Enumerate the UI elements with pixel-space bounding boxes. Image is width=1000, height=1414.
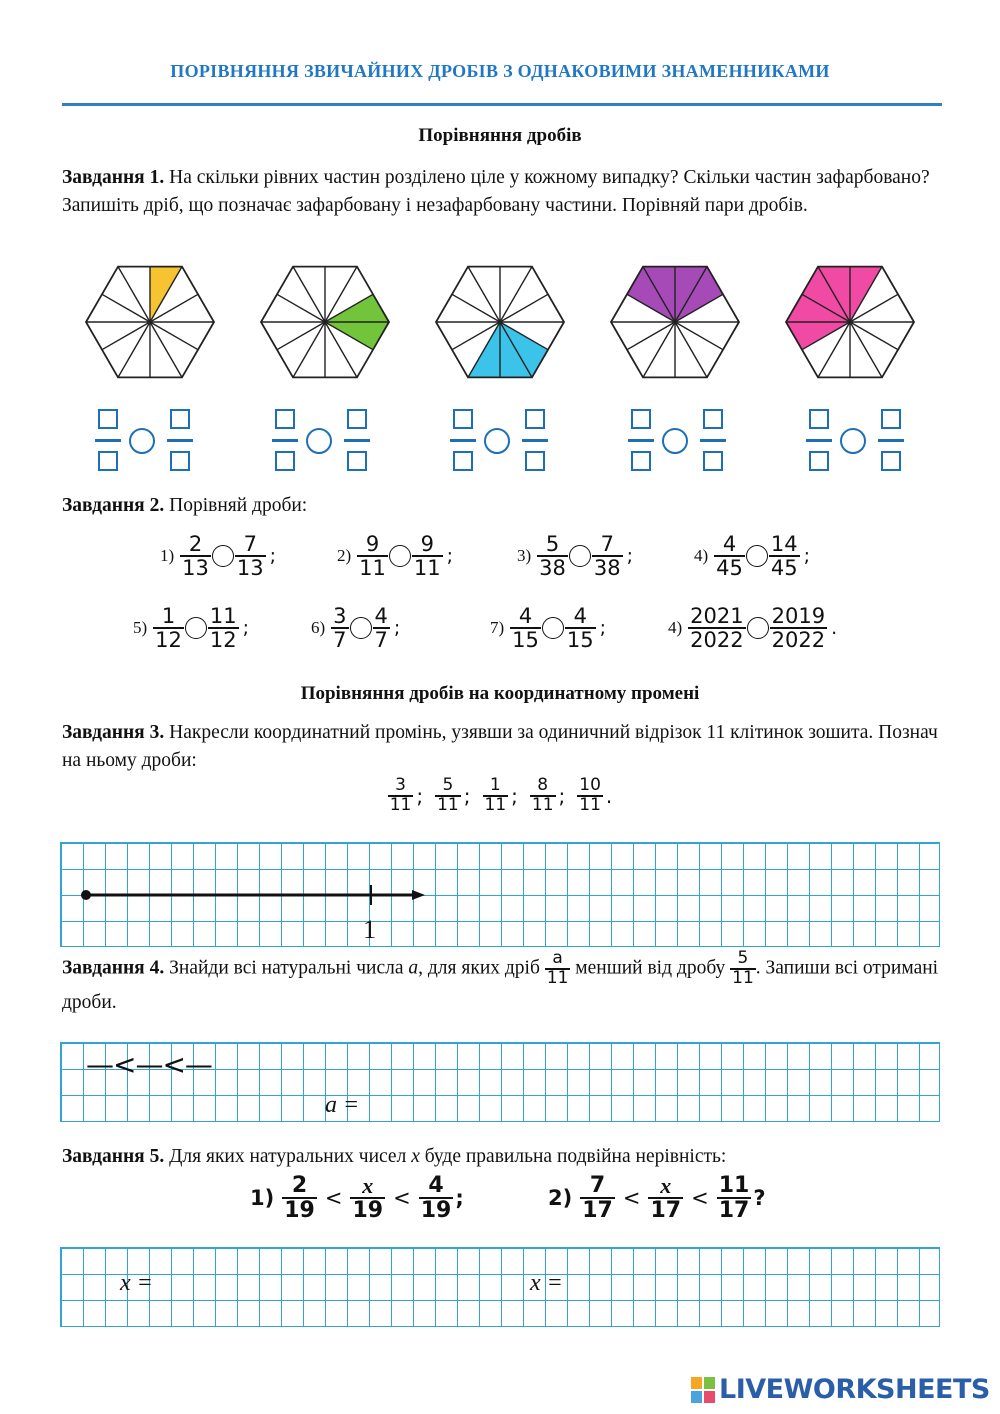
- fraction: $\frac{4}{45}$: [716, 532, 743, 581]
- fraction: $\frac{9}{11}$: [413, 532, 441, 581]
- fraction-middle: $\frac{x}{19}$: [352, 1173, 384, 1224]
- task2-item-6: [311, 605, 400, 651]
- task4-answer-prefix: a =: [325, 1092, 360, 1118]
- item-number: 1): [160, 546, 175, 566]
- less-than-sign: <: [393, 1186, 411, 1211]
- sector-divider: [293, 322, 325, 377]
- fraction-left: $\frac{2}{19}$: [284, 1173, 315, 1224]
- task4-var-a: a: [408, 957, 419, 979]
- shaded-sector: [325, 294, 389, 322]
- punctuation: ;: [269, 545, 277, 568]
- less-than-sign: <: [691, 1186, 709, 1211]
- punctuation: ;: [393, 617, 401, 640]
- fraction-bar-left: [628, 439, 654, 442]
- shaded-sector: [786, 322, 850, 350]
- task4-body-a: Знайди всі натуральні числа: [169, 957, 404, 979]
- numerator-box-left[interactable]: [631, 409, 651, 429]
- hexagon-2: [261, 267, 389, 378]
- task5-inequality-1: [250, 1174, 464, 1222]
- punctuation: ;: [446, 545, 454, 568]
- task2-text: [62, 492, 942, 520]
- fraction-middle: $\frac{x}{17}$: [650, 1173, 682, 1224]
- less-than-sign: <: [622, 1186, 641, 1211]
- fraction: $\frac{9}{11}$: [359, 532, 386, 581]
- task2-label: Завдання 2.: [62, 495, 165, 516]
- punctuation: ;: [242, 617, 250, 640]
- task5-answer-prefix-2: x =: [530, 1270, 563, 1296]
- fraction-right: $\frac{11}{17}$: [718, 1173, 750, 1224]
- denominator-box-right[interactable]: [170, 451, 190, 471]
- denominator-box-left[interactable]: [809, 451, 829, 471]
- task5-inequality-2: [548, 1174, 766, 1222]
- liveworksheets-brand-text: LIVEWORKSHEETS: [719, 1374, 990, 1405]
- item-number: 3): [517, 546, 532, 566]
- hexagon-figures: [0, 255, 1000, 390]
- punctuation: ;: [803, 545, 811, 568]
- compare-circle[interactable]: [662, 428, 688, 454]
- task5-body-b: буде правильна подвійна нерівність:: [424, 1146, 727, 1167]
- task2-item-1: [160, 533, 276, 579]
- compare-circle[interactable]: [212, 545, 234, 567]
- task4-body-d: . Запиши всі отримані дроби.: [62, 957, 939, 1013]
- fraction: $\frac{1}{12}$: [155, 604, 182, 653]
- item-number: 6): [311, 618, 326, 638]
- task3-fraction-8-11: $\frac{8}{11}$ ;: [531, 775, 566, 815]
- fraction: $\frac{2}{13}$: [182, 532, 209, 581]
- sector-divider: [293, 267, 325, 322]
- fraction-bar-left: [272, 439, 298, 442]
- task2-body: Порівняй дроби:: [169, 495, 308, 516]
- fraction: $\frac{11}{12}$: [209, 604, 237, 653]
- punctuation: ?: [753, 1186, 766, 1211]
- fraction: $\frac{7}{13}$: [236, 532, 264, 581]
- task1-answer-row: [0, 405, 1000, 477]
- section-title-comparison: Порівняння дробів: [418, 125, 582, 146]
- task5-text: [62, 1143, 942, 1171]
- task5-grid[interactable]: [60, 1247, 940, 1327]
- denominator-box-left[interactable]: [631, 451, 651, 471]
- task3-fractions: [0, 777, 1000, 815]
- compare-circle[interactable]: [129, 428, 155, 454]
- task1-text: [62, 164, 942, 220]
- task3-fraction-10-11: $\frac{10}{11}$ .: [579, 775, 613, 815]
- task4-label: Завдання 4.: [62, 957, 165, 979]
- fraction: $\frac{7}{38}$: [593, 532, 621, 581]
- compare-circle[interactable]: [840, 428, 866, 454]
- hexagon-1: [86, 267, 214, 378]
- task3-fraction-1-11: $\frac{1}{11}$ ;: [484, 775, 518, 815]
- item-number: 7): [490, 618, 505, 638]
- denominator-box-right[interactable]: [881, 451, 901, 471]
- task2-item-5: [133, 605, 249, 651]
- task2-item-2: [337, 533, 453, 579]
- compare-circle[interactable]: [747, 617, 769, 639]
- numerator-box-left[interactable]: [275, 409, 295, 429]
- compare-circle[interactable]: [569, 545, 591, 567]
- task1-label: Завдання 1.: [62, 167, 165, 188]
- compare-circle[interactable]: [350, 617, 372, 639]
- denominator-box-left[interactable]: [453, 451, 473, 471]
- fraction: $\frac{4}{15}$: [566, 604, 594, 653]
- task2-item-4: [694, 533, 810, 579]
- numerator-box-right[interactable]: [347, 409, 367, 429]
- task3-body: Накресли координатний промінь, узявши за одиничний відрізок 11 клітинок зошита. Познач на ньому дроби:: [62, 722, 938, 771]
- task3-fraction-5-11: $\frac{5}{11}$ ;: [437, 775, 471, 815]
- fraction-left: $\frac{7}{17}$: [582, 1173, 613, 1224]
- task4-text: [62, 950, 942, 1018]
- punctuation: ;: [626, 545, 634, 568]
- fraction: $\frac{14}{45}$: [770, 532, 798, 581]
- hexagon-3: [436, 267, 564, 378]
- compare-circle[interactable]: [484, 428, 510, 454]
- task3-label: Завдання 3.: [62, 722, 165, 743]
- item-number: 1): [250, 1186, 275, 1211]
- worksheet-title: ПОРІВНЯННЯ ЗВИЧАЙНИХ ДРОБІВ З ОДНАКОВИМИ ЗНАМЕННИКАМИ: [170, 61, 830, 81]
- task2-item-8: [668, 605, 837, 651]
- task1-body: На скільки рівних частин розділено ціле у кожному випадку? Скільки частин зафарбовано? Запишіть дріб, що позначає зафарбовану і незафарбовану частини. Порівняй пари дробів.: [62, 167, 930, 216]
- section-title-coordinate-ray: Порівняння дробів на координатному промені: [300, 683, 700, 704]
- sector-divider: [468, 267, 500, 322]
- denominator-box-left[interactable]: [275, 451, 295, 471]
- sector-divider: [643, 322, 675, 377]
- punctuation: ;: [599, 617, 607, 640]
- fraction-right: $\frac{4}{19}$: [420, 1173, 452, 1224]
- compare-circle[interactable]: [389, 545, 411, 567]
- sector-divider: [675, 322, 707, 377]
- fraction-bar-right: [878, 439, 904, 442]
- fraction: $\frac{2019}{2022}$: [771, 604, 826, 653]
- task4-inequality-template[interactable]: —<—<—: [86, 1048, 212, 1081]
- numerator-box-left[interactable]: [453, 409, 473, 429]
- numerator-box-left[interactable]: [809, 409, 829, 429]
- less-than-sign: <: [324, 1186, 343, 1211]
- denominator-box-left[interactable]: [98, 451, 118, 471]
- punctuation: .: [831, 617, 838, 640]
- numerator-box-right[interactable]: [525, 409, 545, 429]
- fraction-bar-left: [450, 439, 476, 442]
- punctuation: ;: [455, 1186, 464, 1211]
- compare-circle[interactable]: [746, 545, 768, 567]
- sector-divider: [118, 322, 150, 377]
- task3-text: [62, 719, 942, 775]
- fraction: $\frac{2021}{2022}$: [690, 604, 744, 653]
- shaded-sector: [325, 322, 389, 350]
- fraction: $\frac{3}{7}$: [333, 604, 347, 653]
- fraction: $\frac{4}{7}$: [374, 604, 388, 653]
- sector-divider: [150, 322, 182, 377]
- task5-var-x: x: [411, 1146, 420, 1167]
- task4-fraction-a-11: $\frac{a}{11}$: [546, 948, 569, 988]
- denominator-box-right[interactable]: [347, 451, 367, 471]
- task4-body-c: менший від дробу: [575, 957, 726, 979]
- sector-divider: [500, 267, 532, 322]
- task2-item-7: [490, 605, 606, 651]
- compare-circle[interactable]: [306, 428, 332, 454]
- fraction-bar-right: [167, 439, 193, 442]
- fraction-bar-right: [700, 439, 726, 442]
- hexagon-4: [611, 267, 739, 378]
- fraction-bar-left: [806, 439, 832, 442]
- item-number: 2): [337, 546, 352, 566]
- numerator-box-right[interactable]: [881, 409, 901, 429]
- task5-body-a: Для яких натуральних чисел: [169, 1146, 407, 1167]
- coordinate-ray: [60, 842, 940, 947]
- denominator-box-right[interactable]: [525, 451, 545, 471]
- task3-fraction-3-11: $\frac{3}{11}$ ;: [389, 775, 424, 815]
- task2-item-3: [517, 533, 633, 579]
- unit-tick-label: 1: [363, 915, 376, 944]
- sector-divider: [118, 267, 150, 322]
- numerator-box-right[interactable]: [170, 409, 190, 429]
- fraction-bar-left: [95, 439, 121, 442]
- compare-circle[interactable]: [542, 617, 564, 639]
- item-number: 4): [694, 546, 709, 566]
- task4-body-b: , для яких дріб: [418, 957, 540, 979]
- item-number: 4): [668, 618, 683, 638]
- task4-fraction-5-11: $\frac{5}{11}$: [732, 948, 754, 988]
- ray-arrowhead: [412, 890, 425, 900]
- title-underline: [62, 103, 942, 106]
- numerator-box-right[interactable]: [703, 409, 723, 429]
- task5-label: Завдання 5.: [62, 1146, 165, 1167]
- compare-circle[interactable]: [185, 617, 207, 639]
- task5-answer-prefix-1: x =: [120, 1270, 153, 1296]
- item-number: 2): [548, 1186, 573, 1211]
- fraction: $\frac{5}{38}$: [539, 532, 566, 581]
- denominator-box-right[interactable]: [703, 451, 723, 471]
- fraction: $\frac{4}{15}$: [512, 604, 539, 653]
- sector-divider: [850, 322, 882, 377]
- liveworksheets-logo[interactable]: [690, 1374, 990, 1405]
- fraction-bar-right: [522, 439, 548, 442]
- item-number: 5): [133, 618, 148, 638]
- fraction-bar-right: [344, 439, 370, 442]
- numerator-box-left[interactable]: [98, 409, 118, 429]
- liveworksheets-logo-icon: [690, 1376, 716, 1404]
- hexagon-5: [786, 267, 914, 378]
